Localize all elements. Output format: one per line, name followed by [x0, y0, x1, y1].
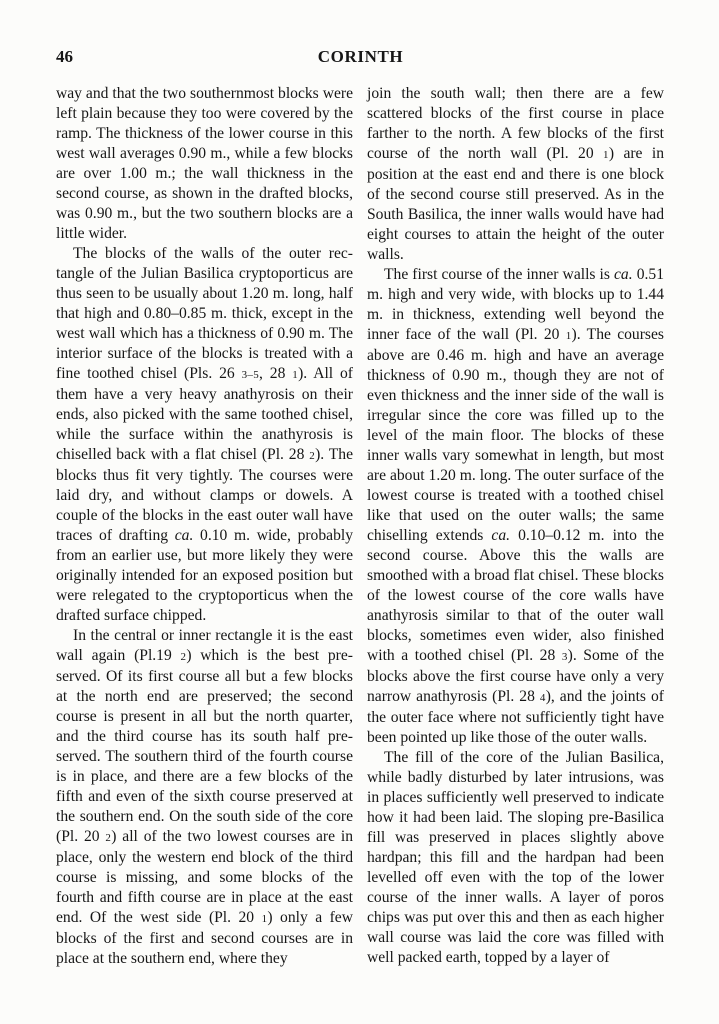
- running-head: CORINTH: [317, 47, 404, 66]
- left-column: [56, 84, 353, 969]
- plate-figure-number: 3–5: [241, 369, 259, 381]
- body-text: 0.10 m. wide, probably from an earlier use, but more likely they were originally intended for an exposed position but were relegated to the cryptoporticus when the drafted surface chipped.: [56, 527, 354, 624]
- italic-text: ca.: [174, 527, 194, 544]
- page-number: 46: [56, 47, 73, 66]
- plate-figure-number: 2: [309, 450, 316, 462]
- body-text: ). All of them have a very heavy anathyrosis on their ends, also picked with the same toothed chisel, while the surface within the anathyrosis is chiselled back with a flat chisel (Pl. 28: [56, 365, 353, 463]
- body-text: ), and the joints of the outer face where not sufficiently tight have been pointed up like those of the outer walls.: [367, 688, 664, 746]
- paragraph: [367, 748, 664, 968]
- italic-text: ca.: [491, 527, 511, 544]
- plate-figure-number: 1: [261, 913, 268, 925]
- page-header: [56, 47, 665, 69]
- body-text: join the south wall; then there are a few scattered blocks of the first course in place farther to the north. A few blocks of the first course of the north wall (Pl. 20: [367, 85, 664, 162]
- plate-figure-number: 4: [539, 692, 546, 704]
- plate-figure-number: 1: [603, 149, 609, 161]
- body-text: The blocks of the walls of the outer rectangle of the Julian Basilica cryptoporticus are thus seen to be usually about 1.20 m. long, half that high and 0.80–0.85 m. thick, except in the west wall which has a thickness of 0.90 m. The interior surface of the blocks is treated with a fine toothed chisel (Pls. 26: [56, 245, 353, 382]
- text-columns: [56, 84, 664, 969]
- plate-figure-number: 2: [180, 651, 187, 663]
- body-text: The fill of the core of the Julian Basilica, while badly disturbed by later intrusions, was in places sufficiently well preserved to indicate how it had been laid. The sloping pre-Basilica fill was preserved in places slightly above hardpan; this fill and the hardpan had been levelled off even with the top of the lower course of the inner walls. A layer of poros chips was put over this and then as each higher wall course was laid the core was filled with well packed earth, topped by a layer of: [367, 749, 664, 966]
- plate-figure-number: 2: [105, 832, 112, 844]
- plate-figure-number: 1: [565, 330, 572, 342]
- italic-text: ca.: [614, 266, 633, 283]
- body-text: ). The courses above are 0.46 m. high and have an average thickness of 0.90 m., though they are not of even thickness and the inner side of the wall is irregular since the core was filled up to the level of the main floor. The blocks of these inner walls vary somewhat in length, but most are about 1.20 m. long. The outer surface of the lowest course is treated with a toothed chisel like that used on the outer walls; the same chiselling extends: [367, 326, 664, 544]
- body-text: ). Some of the blocks above the first course have only a very narrow anathyrosis (Pl. 28: [367, 647, 664, 705]
- paragraph: [367, 84, 664, 265]
- body-text: ) only a few blocks of the first and second courses are in place at the southern end, where they: [56, 909, 353, 967]
- body-text: 0.10–0.12 m. into the second course. Above this the walls are smoothed with a broad flat chisel. These blocks of the lowest course of the core walls have anathyrosis similar to that of the outer wall blocks, sometimes even wider, also finished with a toothed chisel (Pl. 28: [367, 527, 665, 664]
- right-column: [367, 84, 664, 969]
- body-text: , 28: [259, 365, 293, 382]
- body-text: ) which is the best preserved. Of its first course all but a few blocks at the north end are preserved; the second course is present in all but the north quarter, and the third course has its south half preserved. The southern third of the fourth course is in place, and there are a few blocks of the fifth and even of the sixth course preserved at the southern end. On the south side of the core (Pl. 20: [56, 647, 353, 845]
- body-text: 0.51 m. high and very wide, with blocks up to 1.44 m. in thickness, extending well beyond the inner face of the wall (Pl. 20: [367, 266, 664, 343]
- plate-figure-number: 1: [292, 369, 299, 381]
- paragraph: [367, 265, 664, 748]
- body-text: The first course of the inner walls is: [384, 266, 615, 283]
- body-text: way and that the two southernmost blocks were left plain because they too were covered by the ramp. The thickness of the lower course in this west wall averages 0.90 m., while a few blocks are over 1.00 m.; the wall thickness in the second course, as shown in the drafted blocks, was 0.90 m., but the two southern blocks are a little wider.: [56, 85, 353, 242]
- paragraph: [56, 84, 353, 244]
- body-text: ) are in position at the east end and there is one block of the second course still preserved. As in the South Basilica, the inner walls would have had eight courses to attain the height of the outer walls.: [367, 145, 665, 263]
- body-text: ). The blocks thus fit very tightly. The courses were laid dry, and without clamps or dowels. A couple of the blocks in the east outer wall have traces of drafting: [56, 446, 353, 544]
- body-text: In the central or inner rectangle it is the east wall again (Pl.19: [56, 627, 353, 664]
- paragraph: [56, 244, 353, 626]
- plate-figure-number: 3: [561, 651, 568, 663]
- paragraph: [56, 626, 353, 969]
- body-text: ) all of the two lowest courses are in place, only the western end block of the third course is missing, and some blocks of the fourth and fifth course are in place at the east end. Of the west side (Pl. 20: [56, 828, 353, 926]
